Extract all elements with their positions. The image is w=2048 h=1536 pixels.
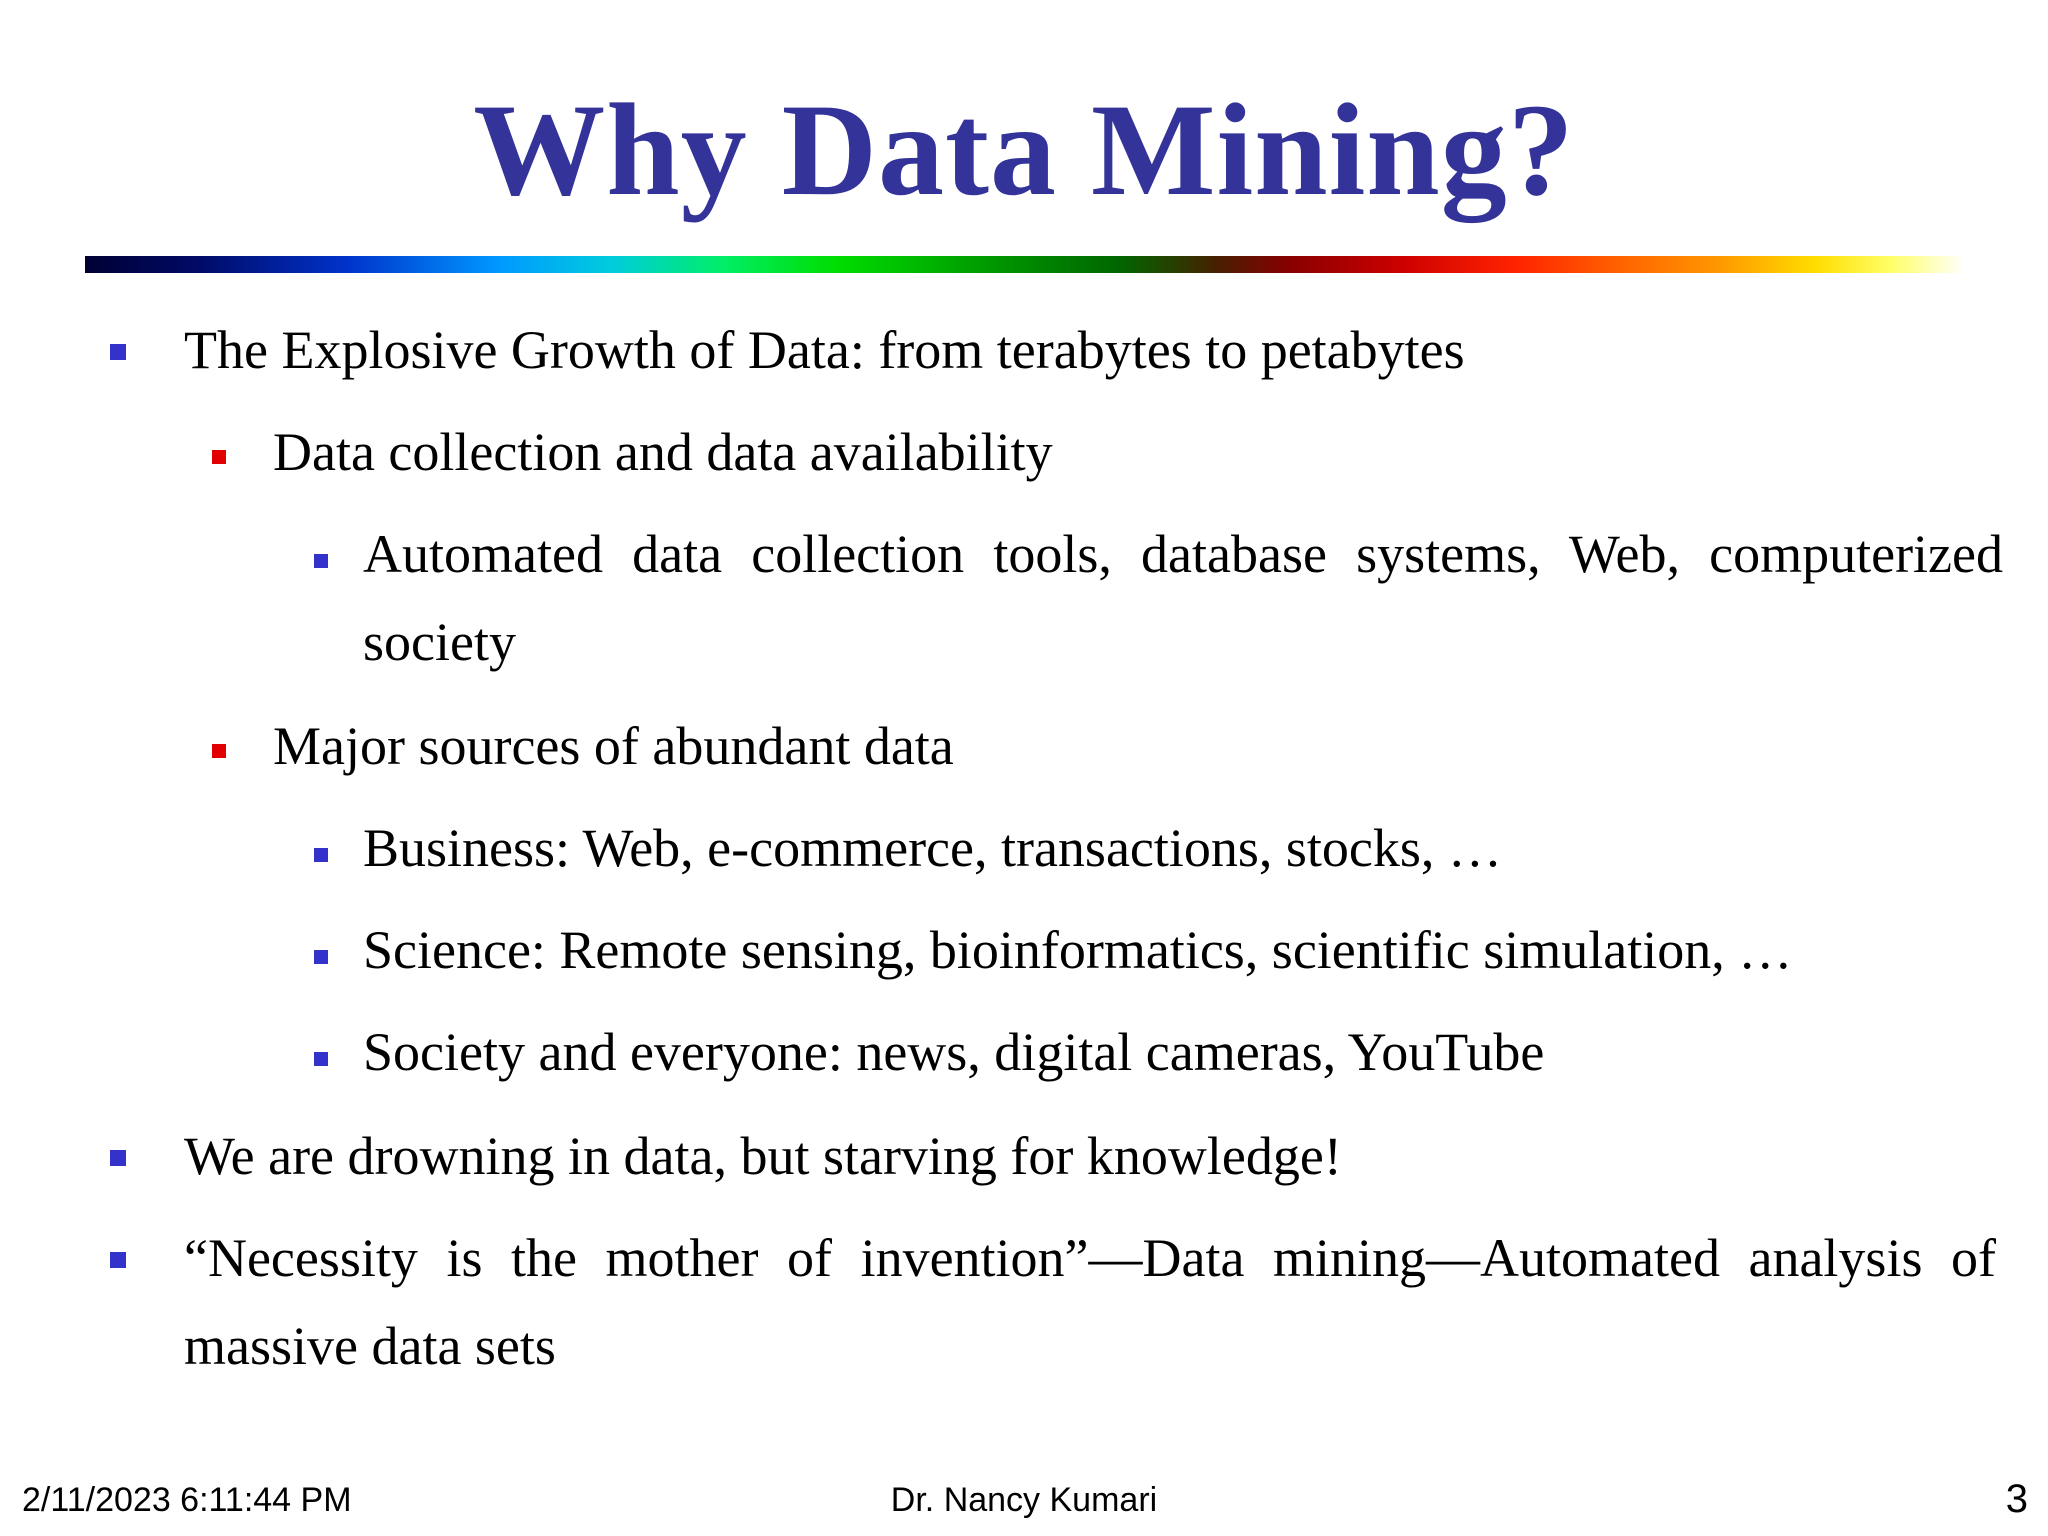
bullet-text: Business: Web, e-commerce, transactions, stocks, … — [363, 818, 1502, 878]
bullet-text: Automated data collection tools, database systems, Web, computerized society — [363, 524, 2003, 672]
bullet-text: Data collection and data availability — [273, 422, 1053, 482]
bullet-text: “Necessity is the mother of invention”—Data mining—Automated analysis of massive data sets — [184, 1228, 1996, 1376]
bullet-item — [0, 1112, 2048, 1200]
square-bullet-icon — [314, 950, 328, 964]
bullet-text: Science: Remote sensing, bioinformatics, scientific simulation, … — [363, 920, 1793, 980]
bullet-item — [0, 804, 2048, 892]
footer-datetime: 2/11/2023 6:11:44 PM — [22, 1481, 352, 1519]
bullet-item — [0, 906, 2048, 994]
bullet-item — [0, 306, 2048, 394]
square-bullet-icon — [314, 848, 328, 862]
bullet-item — [0, 1008, 2048, 1096]
square-bullet-icon — [110, 1150, 126, 1166]
square-bullet-icon — [314, 554, 328, 568]
bullet-item — [0, 510, 2048, 690]
page-number: 3 — [2005, 1477, 2028, 1521]
bullet-item — [0, 702, 2048, 790]
bullet-text: Society and everyone: news, digital cameras, YouTube — [363, 1022, 1545, 1082]
square-bullet-icon — [110, 344, 126, 360]
footer-author: Dr. Nancy Kumari — [890, 1481, 1158, 1519]
title-divider-gradient — [85, 256, 1965, 273]
bullet-text: The Explosive Growth of Data: from terabytes to petabytes — [184, 320, 1465, 380]
square-bullet-icon — [212, 744, 226, 758]
bullet-item — [0, 1214, 2048, 1394]
bullet-text: Major sources of abundant data — [273, 716, 954, 776]
bullet-text: We are drowning in data, but starving for knowledge! — [184, 1126, 1342, 1186]
square-bullet-icon — [110, 1252, 126, 1268]
square-bullet-icon — [212, 450, 226, 464]
square-bullet-icon — [314, 1052, 328, 1066]
slide-title: Why Data Mining? — [473, 76, 1575, 223]
bullet-item — [0, 408, 2048, 496]
